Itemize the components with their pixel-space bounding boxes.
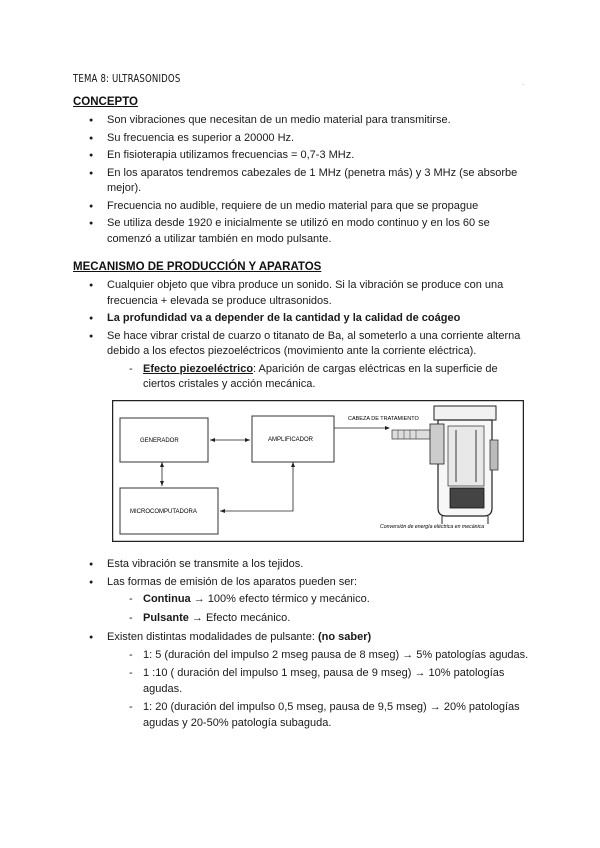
list-item: ● Frecuencia no audible, requiere de un medio material para que se propague <box>73 199 533 215</box>
diagram-caption: Conversión de energía eléctrica en mecánica <box>380 524 485 530</box>
computer-label: MICROCOMPUTADORA <box>130 509 197 515</box>
device-top <box>434 406 496 420</box>
head-label: CABEZA DE TRATAMIENTO <box>348 416 419 422</box>
device-coupler <box>430 424 444 464</box>
list-item-text: Las formas de emisión de los aparatos pueden ser: <box>107 575 358 588</box>
topic-title: TEMA 8: ULTRASONIDOS <box>73 72 181 85</box>
list-item <box>73 630 533 731</box>
sublist <box>107 648 533 732</box>
ultrasound-diagram <box>112 400 524 542</box>
note: (no saber) <box>317 631 372 643</box>
list-item: ● La profundidad va a depender de la cantidad y la calidad de coágeo <box>73 311 533 327</box>
amplifier-label: AMPLIFICADOR <box>268 437 314 443</box>
list-item: ● Cualquier objeto que vibra produce un sonido. Si la vibración se produce con una frecuencia + elevada se produce ultrasonidos. <box>73 278 533 309</box>
term: Efecto piezoeléctrico <box>143 362 254 375</box>
page-mark: . <box>522 78 525 87</box>
concepto-list <box>73 113 533 249</box>
list-item: ● En los aparatos tendremos cabezales de 1 MHz (penetra más) y 3 MHz (se absorbe mejor). <box>73 166 533 197</box>
generator-label: GENERADOR <box>140 438 179 444</box>
sublist <box>107 362 533 393</box>
list-item: ● Su frecuencia es superior a 20000 Hz. <box>73 131 533 147</box>
mode-text: → Efecto mecánico. <box>188 611 291 624</box>
list-item <box>73 575 533 627</box>
list-item: ● En fisioterapia utilizamos frecuencias = 0,7-3 MHz. <box>73 148 533 164</box>
sublist-item: - 1: 5 (duración del impulso 2 mseg pausa de 8 mseg) → 5% patologías agudas. <box>107 648 533 664</box>
mode-label: Pulsante <box>143 611 189 624</box>
sublist-item <box>107 362 533 393</box>
heading-concepto: CONCEPTO <box>73 96 138 108</box>
crystal-base <box>450 488 484 508</box>
list-item: ● Son vibraciones que necesitan de un medio material para transmitirse. <box>73 113 533 129</box>
sublist-item: - 1: 20 (duración del impulso 0,5 mseg, pausa de 9,5 mseg) → 20% patologías agudas y 20-50% patología subaguda. <box>107 700 533 731</box>
emision-list <box>73 557 533 734</box>
sublist <box>107 592 533 626</box>
sublist-item <box>107 592 533 608</box>
list-item <box>73 329 533 393</box>
mode-label: Continua <box>143 593 191 605</box>
definition: : Aparición de cargas eléctricas en la superficie de ciertos cristales y acción mecánica. <box>143 362 498 390</box>
heading-mecanismo: MECANISMO DE PRODUCCIÓN Y APARATOS <box>73 261 322 273</box>
list-item-text: Existen distintas modalidades de pulsante: <box>107 631 318 643</box>
sublist-item: - 1 :10 ( duración del impulso 1 mseg, pausa de 9 mseg) → 10% patologías agudas. <box>107 666 533 697</box>
device-side <box>490 440 498 470</box>
list-item-text: Se hace vibrar cristal de cuarzo o titanato de Ba, al someterlo a una corriente alterna debido a los efectos piezoeléctricos (movimiento ante la corriente eléctrica). <box>107 329 521 357</box>
mecanismo-list <box>73 278 533 396</box>
crystal-chamber <box>448 426 484 486</box>
mode-text: → 100% efecto térmico y mecánico. <box>190 593 370 605</box>
transducer-wand <box>392 430 430 439</box>
list-item: ● Esta vibración se transmite a los tejidos. <box>73 557 533 573</box>
sublist-item <box>107 611 533 627</box>
list-item: ● Se utiliza desde 1920 e inicialmente se utilizó en modo continuo y en los 60 se comenzó a utilizar también en modo pulsante. <box>73 216 533 247</box>
